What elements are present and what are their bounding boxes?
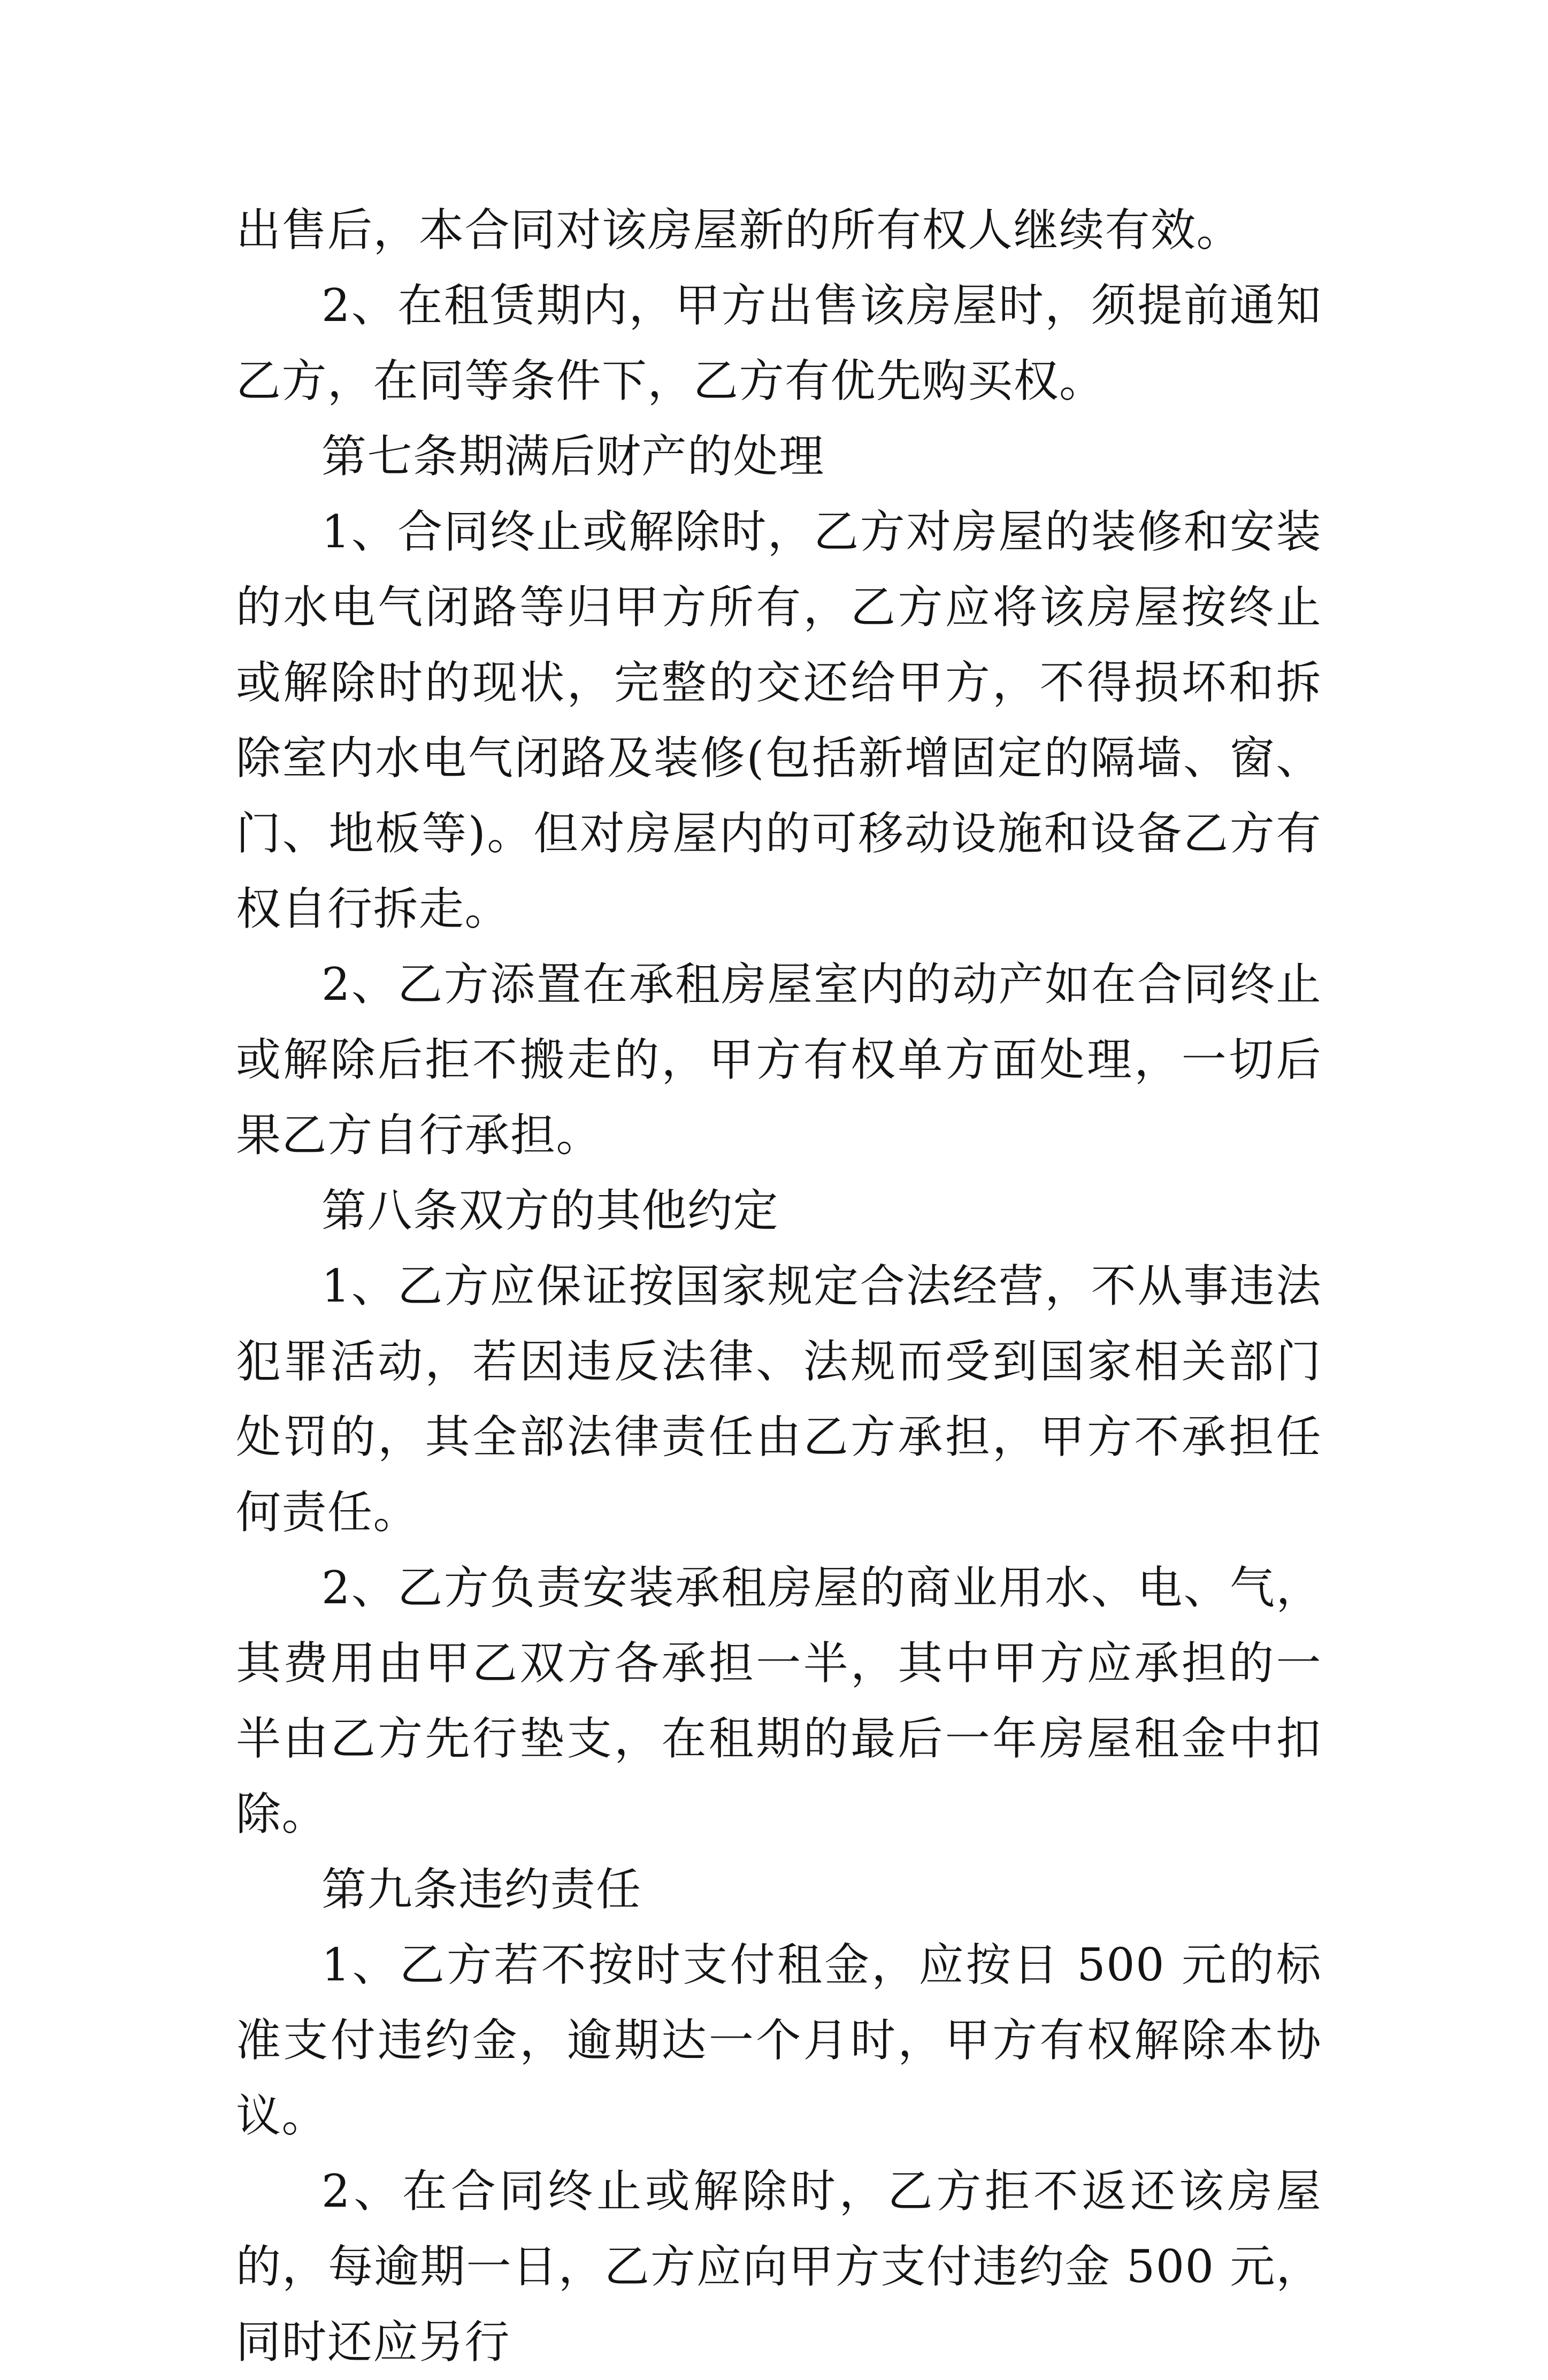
heading-article-8: 第八条双方的其他约定 <box>321 1184 779 1237</box>
paragraph-continuation: 出售后，本合同对该房屋新的所有权人继续有效。 <box>236 204 1243 256</box>
paragraph-clause-6-2: 2、在租赁期内，甲方出售该房屋时，须提前通知乙方，在同等条件下，乙方有优先购买权。 <box>236 279 1322 407</box>
paragraph-clause-7-1: 1、合同终止或解除时，乙方对房屋的装修和安装的水电气闭路等归甲方所有，乙方应将该房屋按终止或解除时的现状，完整的交还给甲方，不得损坏和拆除室内水电气闭路及装修(包括新增固定的隔墙、窗、门、地板等)。但对房屋内的可移动设施和设备乙方有权自行拆走。 <box>236 506 1322 935</box>
paragraph-clause-7-2: 2、乙方添置在承租房屋室内的动产如在合同终止或解除后拒不搬走的，甲方有权单方面处理，一切后果乙方自行承担。 <box>236 958 1322 1161</box>
paragraph-clause-9-1: 1、乙方若不按时支付租金，应按日 500 元的标准支付违约金，逾期达一个月时，甲方有权解除本协议。 <box>236 1939 1322 2142</box>
paragraph-clause-9-2: 2、在合同终止或解除时，乙方拒不返还该房屋的，每逾期一日，乙方应向甲方支付违约金 500 元，同时还应另行 <box>236 2165 1322 2368</box>
paragraph-clause-8-2: 2、乙方负责安装承租房屋的商业用水、电、气，其费用由甲乙双方各承担一半，其中甲方应承担的一半由乙方先行垫支，在租期的最后一年房屋租金中扣除。 <box>236 1562 1322 1840</box>
paragraph-clause-8-1: 1、乙方应保证按国家规定合法经营，不从事违法犯罪活动，若因违反法律、法规而受到国家相关部门处罚的，其全部法律责任由乙方承担，甲方不承担任何责任。 <box>236 1260 1322 1539</box>
document-body <box>236 193 1322 2380</box>
heading-article-7: 第七条期满后财产的处理 <box>321 430 825 483</box>
heading-article-9: 第九条违约责任 <box>321 1863 642 1916</box>
